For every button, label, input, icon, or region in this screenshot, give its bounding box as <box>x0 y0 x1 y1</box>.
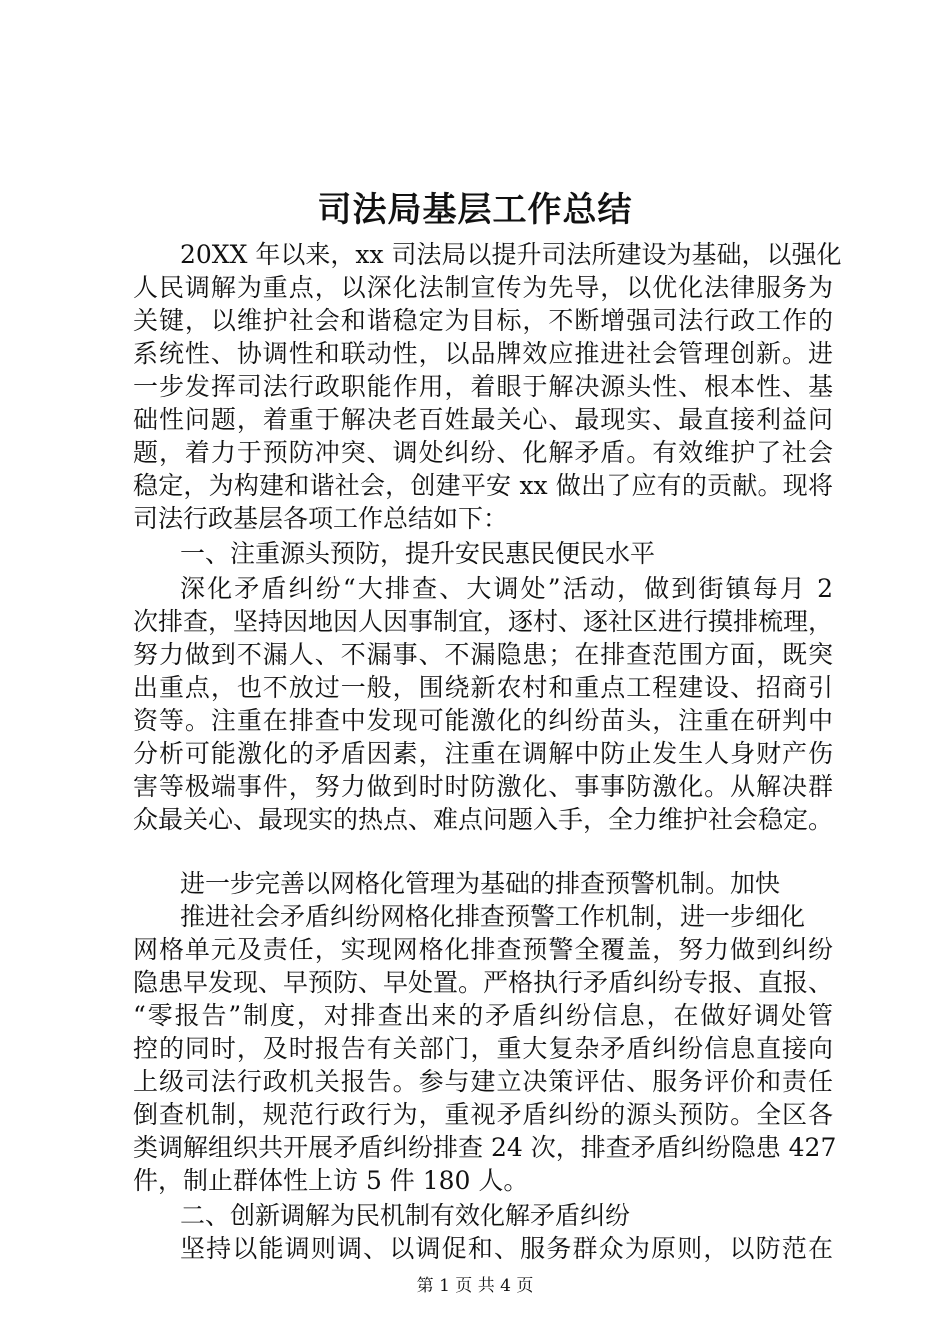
paragraph-line: 题，着力于预防冲突、调处纠纷、化解矛盾。有效维护了社会 <box>133 438 833 467</box>
paragraph-line: 类调解组织共开展矛盾纠纷排查 24 次，排查矛盾纠纷隐患 427 <box>133 1133 837 1162</box>
paragraph-line: 害等极端事件，努力做到时时防激化、事事防激化。从解决群 <box>133 772 833 801</box>
paragraph-line: 上级司法行政机关报告。参与建立决策评估、服务评价和责任 <box>133 1067 833 1096</box>
paragraph-line: 系统性、协调性和联动性，以品牌效应推进社会管理创新。进 <box>133 339 833 368</box>
document-title: 司法局基层工作总结 <box>317 190 633 230</box>
paragraph-line: 隐患早发现、早预防、早处置。严格执行矛盾纠纷专报、直报、 <box>133 968 834 997</box>
section-heading: 一、注重源头预防，提升安民惠民便民水平 <box>180 539 656 568</box>
paragraph-line: 次排查，坚持因地因人因事制宜，逐村、逐社区进行摸排梳理， <box>133 607 834 636</box>
paragraph-line: 推进社会矛盾纠纷网格化排查预警工作机制，进一步细化 <box>180 902 806 931</box>
paragraph-line: 稳定，为构建和谐社会，创建平安 xx 做出了应有的贡献。现将 <box>133 471 833 500</box>
paragraph-line: “零报告”制度，对排查出来的矛盾纠纷信息，在做好调处管 <box>133 1001 833 1030</box>
paragraph-line: 人民调解为重点，以深化法制宣传为先导，以优化法律服务为 <box>133 273 833 302</box>
paragraph-line: 础性问题，着重于解决老百姓最关心、最现实、最直接利益问 <box>133 405 833 434</box>
paragraph-line: 进一步完善以网格化管理为基础的排查预警机制。加快 <box>180 869 781 898</box>
paragraph-line: 司法行政基层各项工作总结如下： <box>133 504 509 533</box>
paragraph-line: 努力做到不漏人、不漏事、不漏隐患；在排查范围方面，既突 <box>133 640 833 669</box>
paragraph-line: 资等。注重在排查中发现可能激化的纠纷苗头，注重在研判中 <box>133 706 833 735</box>
paragraph-line: 件，制止群体性上访 5 件 180 人。 <box>133 1166 529 1195</box>
paragraph-line: 出重点，也不放过一般，围绕新农村和重点工程建设、招商引 <box>133 673 833 702</box>
paragraph-line: 众最关心、最现实的热点、难点问题入手，全力维护社会稳定。 <box>133 805 834 834</box>
paragraph-line: 分析可能激化的矛盾因素，注重在调解中防止发生人身财产伤 <box>133 739 833 768</box>
paragraph-line: 坚持以能调则调、以调促和、服务群众为原则，以防范在 <box>180 1234 833 1263</box>
section-heading: 二、创新调解为民机制有效化解矛盾纠纷 <box>180 1201 631 1230</box>
paragraph-line: 深化矛盾纠纷“大排查、大调处”活动，做到街镇每月 2 <box>180 574 833 603</box>
paragraph-line: 网格单元及责任，实现网格化排查预警全覆盖，努力做到纠纷 <box>133 935 833 964</box>
paragraph-line: 关键，以维护社会和谐稳定为目标，不断增强司法行政工作的 <box>133 306 833 335</box>
paragraph-line: 控的同时，及时报告有关部门，重大复杂矛盾纠纷信息直接向 <box>133 1034 833 1063</box>
paragraph-line: 一步发挥司法行政职能作用，着眼于解决源头性、根本性、基 <box>133 372 833 401</box>
paragraph-line: 倒查机制，规范行政行为，重视矛盾纠纷的源头预防。全区各 <box>133 1100 833 1129</box>
paragraph-line: 20XX 年以来，xx 司法局以提升司法所建设为基础，以强化 <box>180 240 842 269</box>
page-footer: 第 1 页 共 4 页 <box>416 1276 534 1296</box>
